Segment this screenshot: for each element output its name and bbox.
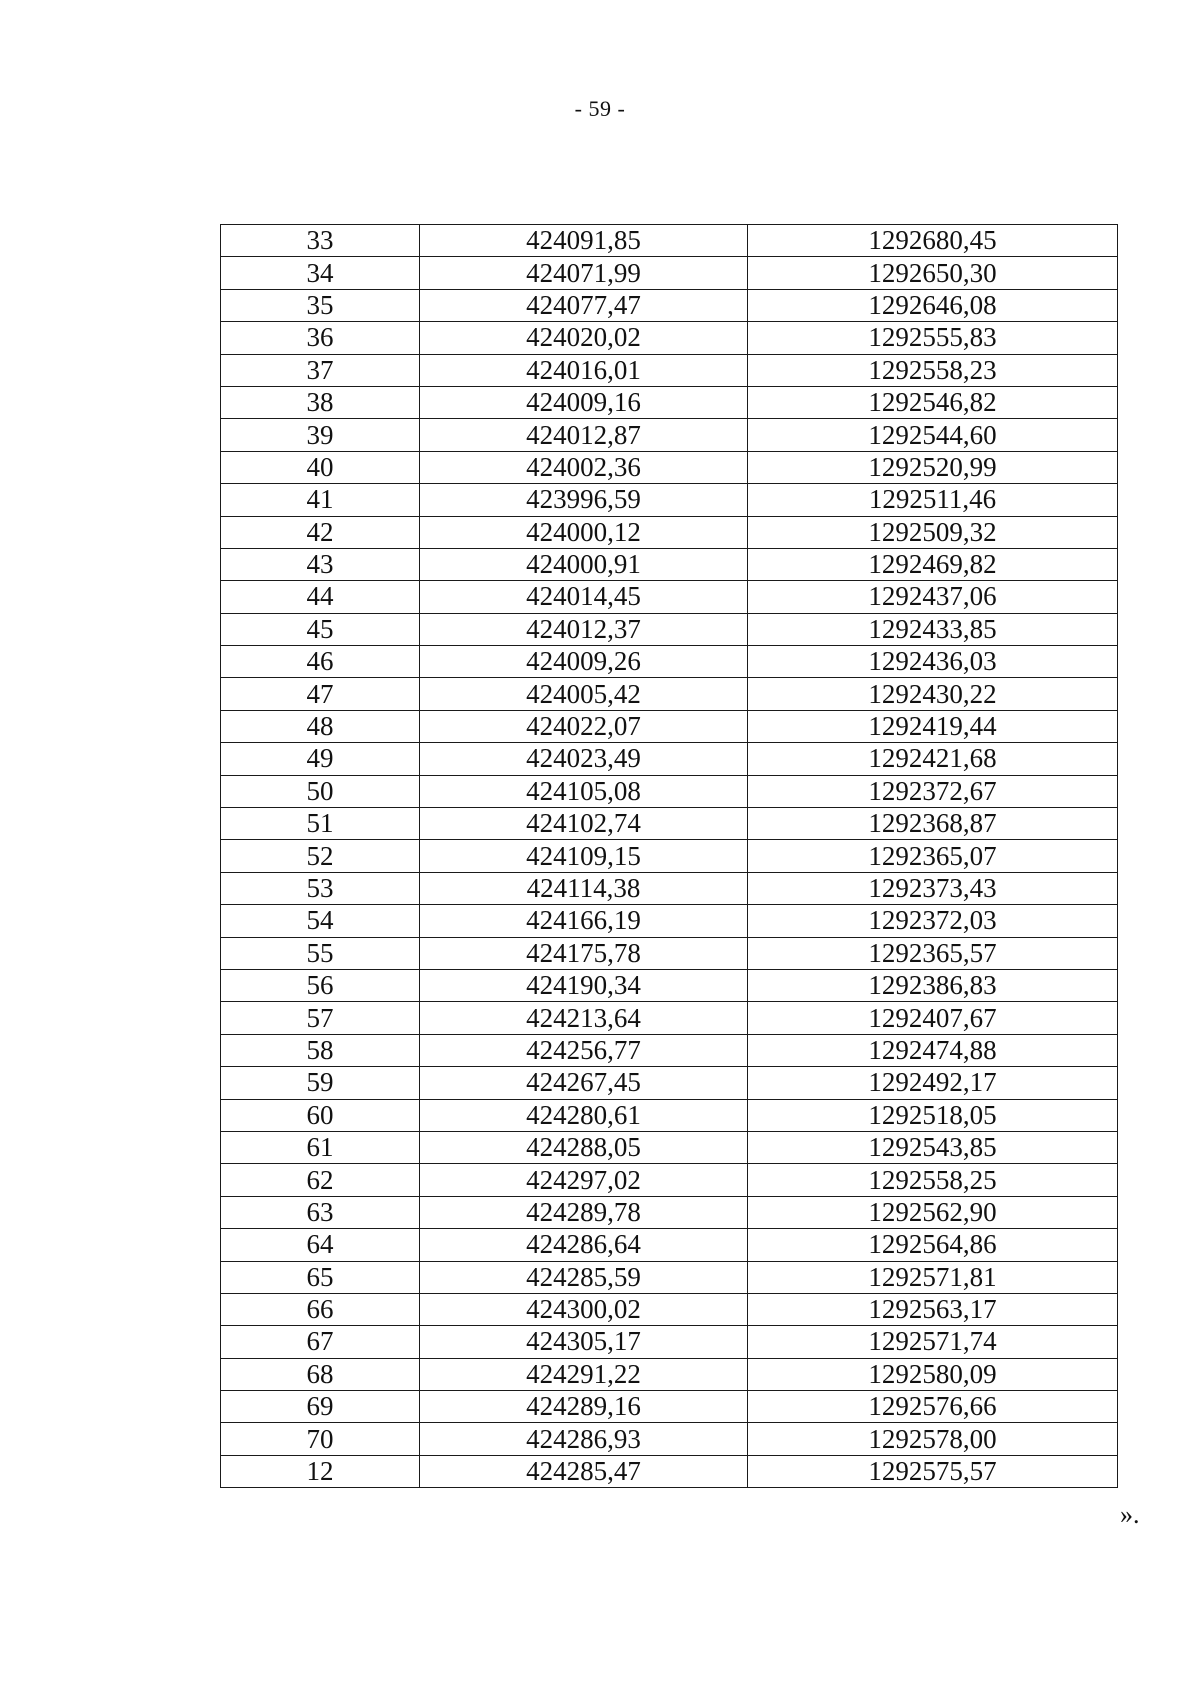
y-coordinate-cell: 1292492,17 xyxy=(748,1067,1118,1099)
y-coordinate-cell: 1292372,67 xyxy=(748,775,1118,807)
coordinates-table-body xyxy=(221,225,1118,1488)
table-row xyxy=(221,872,1118,904)
table-row xyxy=(221,1034,1118,1066)
x-coordinate-cell: 424305,17 xyxy=(420,1326,748,1358)
table-row xyxy=(221,1164,1118,1196)
point-number-cell: 42 xyxy=(221,516,420,548)
table-row xyxy=(221,775,1118,807)
table-row xyxy=(221,905,1118,937)
point-number-cell: 58 xyxy=(221,1034,420,1066)
point-number-cell: 56 xyxy=(221,969,420,1001)
y-coordinate-cell: 1292564,86 xyxy=(748,1229,1118,1261)
table-row xyxy=(221,613,1118,645)
table-row xyxy=(221,678,1118,710)
x-coordinate-cell: 424285,59 xyxy=(420,1261,748,1293)
table-row xyxy=(221,1261,1118,1293)
table-row xyxy=(221,225,1118,257)
point-number-cell: 37 xyxy=(221,354,420,386)
x-coordinate-cell: 424005,42 xyxy=(420,678,748,710)
y-coordinate-cell: 1292555,83 xyxy=(748,322,1118,354)
point-number-cell: 36 xyxy=(221,322,420,354)
table-row xyxy=(221,1067,1118,1099)
table-row xyxy=(221,419,1118,451)
x-coordinate-cell: 424009,26 xyxy=(420,646,748,678)
point-number-cell: 64 xyxy=(221,1229,420,1261)
point-number-cell: 51 xyxy=(221,808,420,840)
table-row xyxy=(221,484,1118,516)
table-row xyxy=(221,1099,1118,1131)
y-coordinate-cell: 1292365,57 xyxy=(748,937,1118,969)
x-coordinate-cell: 424288,05 xyxy=(420,1131,748,1163)
point-number-cell: 48 xyxy=(221,710,420,742)
table-row xyxy=(221,1358,1118,1390)
point-number-cell: 33 xyxy=(221,225,420,257)
point-number-cell: 66 xyxy=(221,1293,420,1325)
point-number-cell: 12 xyxy=(221,1455,420,1487)
point-number-cell: 46 xyxy=(221,646,420,678)
point-number-cell: 69 xyxy=(221,1391,420,1423)
y-coordinate-cell: 1292558,25 xyxy=(748,1164,1118,1196)
x-coordinate-cell: 424000,91 xyxy=(420,548,748,580)
table-row xyxy=(221,710,1118,742)
y-coordinate-cell: 1292680,45 xyxy=(748,225,1118,257)
table-row xyxy=(221,1423,1118,1455)
point-number-cell: 43 xyxy=(221,548,420,580)
table-row xyxy=(221,257,1118,289)
point-number-cell: 40 xyxy=(221,451,420,483)
y-coordinate-cell: 1292576,66 xyxy=(748,1391,1118,1423)
table-row xyxy=(221,322,1118,354)
x-coordinate-cell: 424267,45 xyxy=(420,1067,748,1099)
y-coordinate-cell: 1292407,67 xyxy=(748,1002,1118,1034)
table-row xyxy=(221,969,1118,1001)
table-row xyxy=(221,646,1118,678)
x-coordinate-cell: 424020,02 xyxy=(420,322,748,354)
x-coordinate-cell: 424297,02 xyxy=(420,1164,748,1196)
x-coordinate-cell: 424077,47 xyxy=(420,289,748,321)
x-coordinate-cell: 424285,47 xyxy=(420,1455,748,1487)
point-number-cell: 45 xyxy=(221,613,420,645)
y-coordinate-cell: 1292571,81 xyxy=(748,1261,1118,1293)
table-row xyxy=(221,386,1118,418)
table-row xyxy=(221,743,1118,775)
point-number-cell: 70 xyxy=(221,1423,420,1455)
x-coordinate-cell: 424286,93 xyxy=(420,1423,748,1455)
y-coordinate-cell: 1292580,09 xyxy=(748,1358,1118,1390)
x-coordinate-cell: 424002,36 xyxy=(420,451,748,483)
x-coordinate-cell: 424012,87 xyxy=(420,419,748,451)
y-coordinate-cell: 1292368,87 xyxy=(748,808,1118,840)
table-row xyxy=(221,451,1118,483)
y-coordinate-cell: 1292546,82 xyxy=(748,386,1118,418)
point-number-cell: 57 xyxy=(221,1002,420,1034)
x-coordinate-cell: 424000,12 xyxy=(420,516,748,548)
x-coordinate-cell: 424109,15 xyxy=(420,840,748,872)
point-number-cell: 54 xyxy=(221,905,420,937)
point-number-cell: 50 xyxy=(221,775,420,807)
point-number-cell: 53 xyxy=(221,872,420,904)
x-coordinate-cell: 424012,37 xyxy=(420,613,748,645)
x-coordinate-cell: 424175,78 xyxy=(420,937,748,969)
x-coordinate-cell: 424022,07 xyxy=(420,710,748,742)
coordinates-table xyxy=(220,224,1118,1488)
y-coordinate-cell: 1292436,03 xyxy=(748,646,1118,678)
y-coordinate-cell: 1292373,43 xyxy=(748,872,1118,904)
x-coordinate-cell: 424071,99 xyxy=(420,257,748,289)
y-coordinate-cell: 1292469,82 xyxy=(748,548,1118,580)
table-row xyxy=(221,1131,1118,1163)
y-coordinate-cell: 1292563,17 xyxy=(748,1293,1118,1325)
y-coordinate-cell: 1292544,60 xyxy=(748,419,1118,451)
x-coordinate-cell: 424286,64 xyxy=(420,1229,748,1261)
point-number-cell: 38 xyxy=(221,386,420,418)
point-number-cell: 59 xyxy=(221,1067,420,1099)
point-number-cell: 61 xyxy=(221,1131,420,1163)
point-number-cell: 47 xyxy=(221,678,420,710)
y-coordinate-cell: 1292575,57 xyxy=(748,1455,1118,1487)
y-coordinate-cell: 1292511,46 xyxy=(748,484,1118,516)
point-number-cell: 65 xyxy=(221,1261,420,1293)
table-row xyxy=(221,1002,1118,1034)
x-coordinate-cell: 424190,34 xyxy=(420,969,748,1001)
point-number-cell: 52 xyxy=(221,840,420,872)
y-coordinate-cell: 1292650,30 xyxy=(748,257,1118,289)
y-coordinate-cell: 1292543,85 xyxy=(748,1131,1118,1163)
x-coordinate-cell: 424289,16 xyxy=(420,1391,748,1423)
page-number: - 59 - xyxy=(574,96,626,121)
y-coordinate-cell: 1292433,85 xyxy=(748,613,1118,645)
table-row xyxy=(221,354,1118,386)
y-coordinate-cell: 1292430,22 xyxy=(748,678,1118,710)
x-coordinate-cell: 424016,01 xyxy=(420,354,748,386)
y-coordinate-cell: 1292386,83 xyxy=(748,969,1118,1001)
point-number-cell: 34 xyxy=(221,257,420,289)
x-coordinate-cell: 424102,74 xyxy=(420,808,748,840)
x-coordinate-cell: 423996,59 xyxy=(420,484,748,516)
x-coordinate-cell: 424166,19 xyxy=(420,905,748,937)
x-coordinate-cell: 424091,85 xyxy=(420,225,748,257)
point-number-cell: 55 xyxy=(221,937,420,969)
y-coordinate-cell: 1292437,06 xyxy=(748,581,1118,613)
table-row xyxy=(221,581,1118,613)
y-coordinate-cell: 1292421,68 xyxy=(748,743,1118,775)
x-coordinate-cell: 424300,02 xyxy=(420,1293,748,1325)
point-number-cell: 68 xyxy=(221,1358,420,1390)
x-coordinate-cell: 424014,45 xyxy=(420,581,748,613)
table-row xyxy=(221,840,1118,872)
point-number-cell: 39 xyxy=(221,419,420,451)
x-coordinate-cell: 424009,16 xyxy=(420,386,748,418)
point-number-cell: 63 xyxy=(221,1196,420,1228)
table-row xyxy=(221,1293,1118,1325)
y-coordinate-cell: 1292571,74 xyxy=(748,1326,1118,1358)
y-coordinate-cell: 1292372,03 xyxy=(748,905,1118,937)
point-number-cell: 49 xyxy=(221,743,420,775)
x-coordinate-cell: 424023,49 xyxy=(420,743,748,775)
table-row xyxy=(221,1326,1118,1358)
y-coordinate-cell: 1292474,88 xyxy=(748,1034,1118,1066)
x-coordinate-cell: 424114,38 xyxy=(420,872,748,904)
y-coordinate-cell: 1292365,07 xyxy=(748,840,1118,872)
y-coordinate-cell: 1292509,32 xyxy=(748,516,1118,548)
y-coordinate-cell: 1292562,90 xyxy=(748,1196,1118,1228)
table-row xyxy=(221,1455,1118,1487)
table-row xyxy=(221,937,1118,969)
x-coordinate-cell: 424289,78 xyxy=(420,1196,748,1228)
table-row xyxy=(221,808,1118,840)
x-coordinate-cell: 424291,22 xyxy=(420,1358,748,1390)
y-coordinate-cell: 1292578,00 xyxy=(748,1423,1118,1455)
point-number-cell: 44 xyxy=(221,581,420,613)
table-row xyxy=(221,548,1118,580)
x-coordinate-cell: 424105,08 xyxy=(420,775,748,807)
x-coordinate-cell: 424256,77 xyxy=(420,1034,748,1066)
table-row xyxy=(221,289,1118,321)
table-row xyxy=(221,1391,1118,1423)
point-number-cell: 62 xyxy=(221,1164,420,1196)
table-row xyxy=(221,1229,1118,1261)
y-coordinate-cell: 1292419,44 xyxy=(748,710,1118,742)
y-coordinate-cell: 1292558,23 xyxy=(748,354,1118,386)
point-number-cell: 60 xyxy=(221,1099,420,1131)
point-number-cell: 35 xyxy=(221,289,420,321)
y-coordinate-cell: 1292646,08 xyxy=(748,289,1118,321)
y-coordinate-cell: 1292520,99 xyxy=(748,451,1118,483)
table-row xyxy=(221,1196,1118,1228)
x-coordinate-cell: 424280,61 xyxy=(420,1099,748,1131)
y-coordinate-cell: 1292518,05 xyxy=(748,1099,1118,1131)
point-number-cell: 67 xyxy=(221,1326,420,1358)
point-number-cell: 41 xyxy=(221,484,420,516)
closing-quote-mark: ». xyxy=(1120,1500,1140,1529)
table-row xyxy=(221,516,1118,548)
x-coordinate-cell: 424213,64 xyxy=(420,1002,748,1034)
